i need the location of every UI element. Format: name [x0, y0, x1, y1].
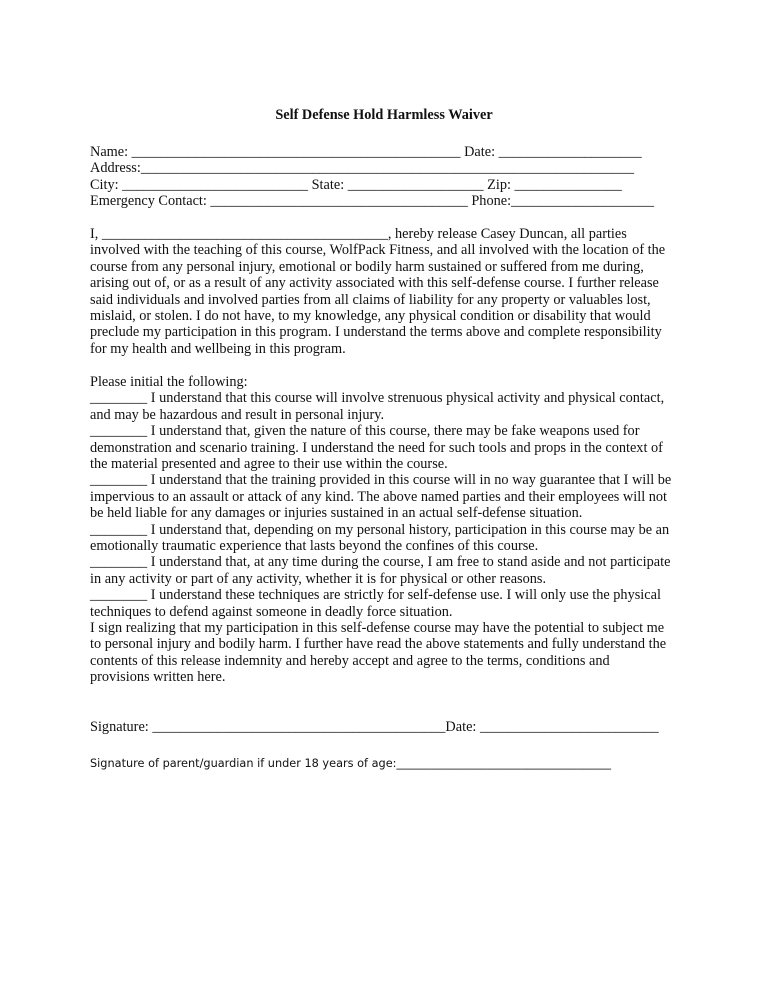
initials-line: ________ I understand that, depending on my personal history, participation in this course may be an: [90, 521, 670, 538]
initials-line: techniques to defend against someone in deadly force situation.: [90, 603, 453, 620]
initials-section: [90, 374, 690, 620]
closing-line: contents of this release indemnity and hereby accept and agree to the terms, conditions and: [90, 652, 610, 669]
guardian-signature-line: Signature of parent/guardian if under 18 years of age:______________________________________: [90, 757, 612, 770]
initials-line: ________ I understand that this course will involve strenuous physical activity and physical contact,: [90, 390, 665, 407]
closing-line: to personal injury and bodily harm. I further have read the above statements and fully understand the: [90, 636, 667, 653]
initials-heading: Please initial the following:: [90, 374, 248, 390]
release-line: arising out of, or as a result of any activity associated with this self-defense course. I further release: [90, 275, 659, 292]
signature-section: [90, 719, 690, 735]
initials-line: be held liable for any damages or injuries sustained in an actual self-defense situation.: [90, 505, 583, 522]
initials-line: ________ I understand these techniques are strictly for self-defense use. I will only use the physical: [90, 587, 661, 604]
release-line: said individuals and involved parties from all claims of liability for any property or valuables lost,: [90, 291, 651, 308]
initials-line: in any activity or part of any activity, whether it is for physical or other reasons.: [90, 570, 547, 587]
city-state-zip-field-line: City: __________________________ State: ___________________ Zip: _______________: [90, 176, 622, 193]
initials-line: impervious to an assault or attack of any kind. The above named parties and their employees will not: [90, 488, 668, 505]
initials-line: ________ I understand that, given the nature of this course, there may be fake weapons used for: [90, 423, 640, 440]
release-line: I, ________________________________________, hereby release Casey Duncan, all parties: [90, 226, 627, 242]
document-title: Self Defense Hold Harmless Waiver: [275, 107, 493, 123]
release-line: course from any personal injury, emotional or bodily harm sustained or suffered from me during,: [90, 258, 644, 275]
closing-line: I sign realizing that my participation in this self-defense course may have the potential to subject me: [90, 620, 665, 636]
release-line: preclude my participation in this program. I understand the terms above and complete responsibility: [90, 324, 662, 341]
closing-paragraph: [90, 620, 690, 686]
initials-line: ________ I understand that the training provided in this course will in no way guarantee that I will be: [90, 472, 672, 489]
release-line: for my health and wellbeing in this program.: [90, 340, 346, 357]
name-date-field-line: Name: ______________________________________________ Date: ____________________: [90, 144, 642, 160]
initials-line: emotionally traumatic experience that lasts beyond the confines of this course.: [90, 538, 539, 555]
release-paragraph: [90, 226, 690, 357]
release-line: involved with the teaching of this course, WolfPack Fitness, and all involved with the location of the: [90, 242, 666, 259]
personal-info-fields: [90, 144, 690, 210]
address-field-line: Address:_____________________________________________________________________: [90, 160, 635, 177]
emergency-contact-field-line: Emergency Contact: ____________________________________ Phone:____________________: [90, 193, 655, 210]
release-line: mislaid, or stolen. I do not have, to my knowledge, any physical condition or disability that would: [90, 308, 651, 325]
initials-line: the material presented and agree to their use within the course.: [90, 456, 448, 473]
initials-line: demonstration and scenario training. I understand the need for such tools and props in the context of: [90, 439, 663, 456]
closing-line: provisions written here.: [90, 669, 226, 686]
initials-line: and may be hazardous and result in personal injury.: [90, 406, 385, 423]
initials-line: ________ I understand that, at any time during the course, I am free to stand aside and not participate: [90, 554, 671, 571]
signature-date-line: Signature: _________________________________________Date: _________________________: [90, 719, 659, 735]
